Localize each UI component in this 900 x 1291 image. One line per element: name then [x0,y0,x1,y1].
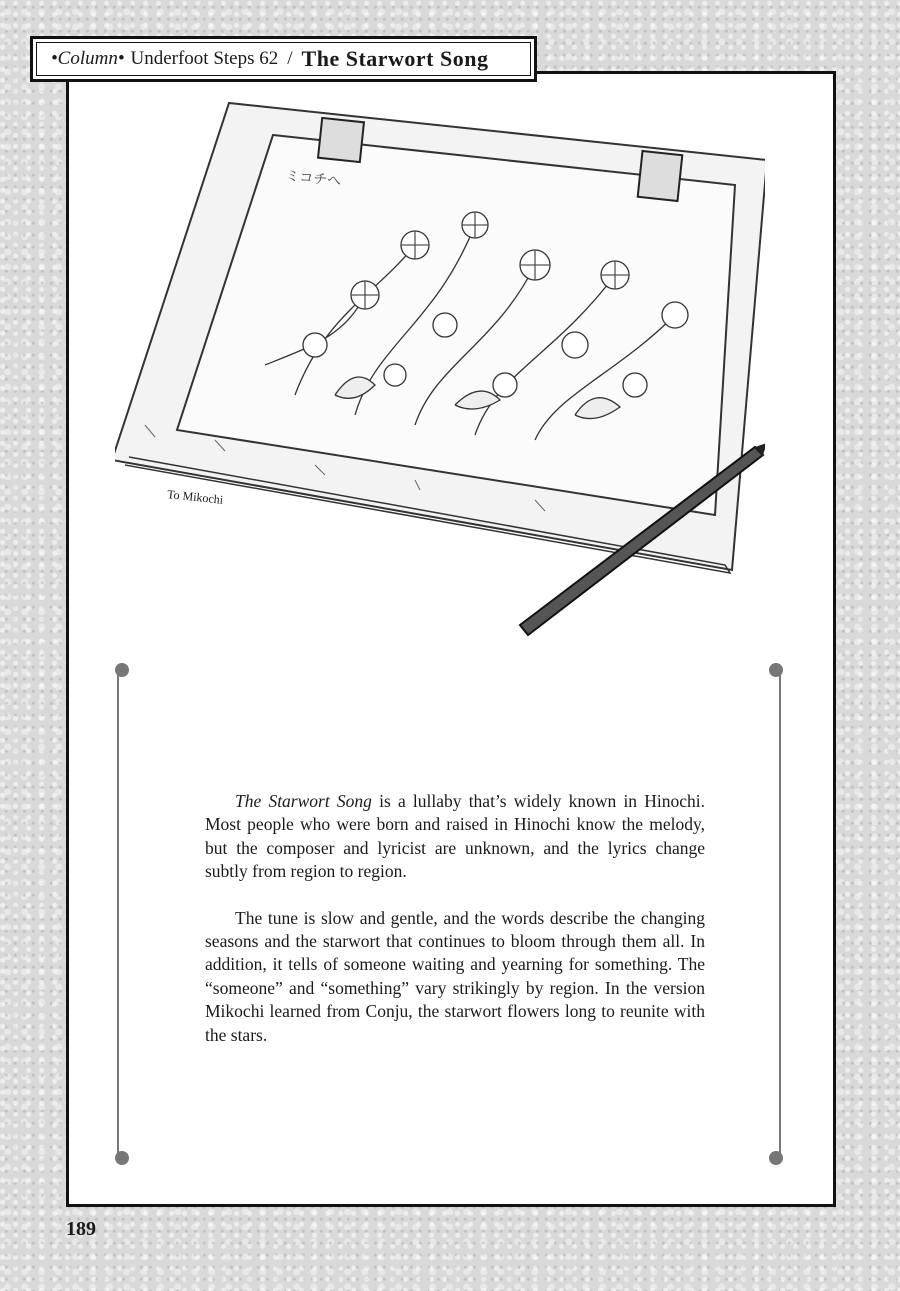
paragraph-1-text: is a lullaby that’s widely known in Hinochi. Most people who were born and raised in Hinochi know the melody, but the composer and lyricist are unknown, and the lyrics change subtly from region to region. [205,791,705,882]
header-separator: / [287,48,293,69]
song-title: The Starwort Song [235,791,372,811]
column-body [205,790,705,1070]
column-header [30,36,537,82]
page-number: 189 [66,1218,96,1240]
series-label: Underfoot Steps 62 [130,48,279,69]
sketch-note: ミコチへ [284,169,342,190]
paragraph-2: The tune is slow and gentle, and the words describe the changing seasons and the starwort that continues to bloom through them all. In addition, it tells of someone waiting and yearning for something. The “someone” and “something” vary strikingly by region. In the version Mikochi learned from Conju, the starwort flowers long to reunite with the stars. [205,907,705,1045]
column-title: The Starwort Song [301,46,489,71]
column-label: •Column• [51,48,125,69]
illustration-caption: To Mikochi [166,487,224,507]
sketchboard-illustration [115,95,765,640]
paragraph-1 [205,790,705,884]
